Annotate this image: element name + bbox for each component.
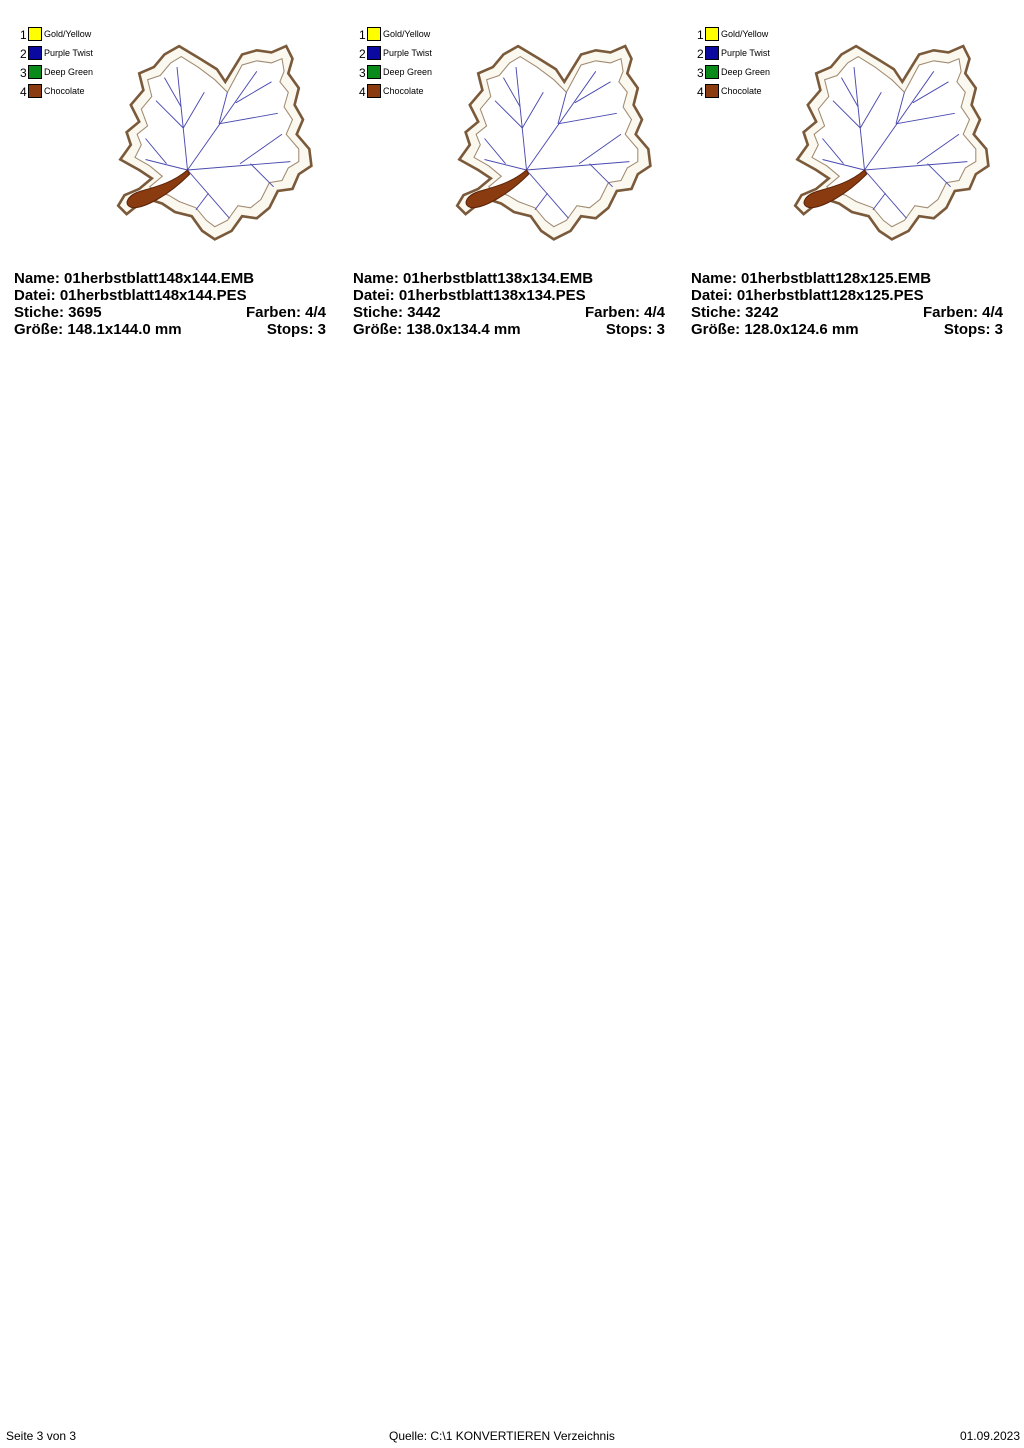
legend-label: Deep Green: [44, 67, 94, 77]
color-swatch: [367, 46, 381, 60]
size-row: [353, 321, 665, 338]
maple-leaf-embroidery-preview: [114, 44, 324, 254]
design-name: Name: 01herbstblatt128x125.EMB: [691, 270, 932, 287]
color-count: Farben: 4/4: [584, 304, 665, 321]
color-swatch: [705, 65, 719, 79]
legend-label: Purple Twist: [44, 48, 93, 58]
color-swatch: [28, 84, 42, 98]
name-row: [353, 270, 665, 287]
size-row: [691, 321, 1003, 338]
stitch-count: Stiche: 3695: [14, 304, 102, 321]
legend-label: Gold/Yellow: [383, 29, 431, 39]
legend-number: 4: [359, 85, 366, 99]
legend-item-3: [353, 64, 463, 80]
color-swatch: [705, 84, 719, 98]
legend-item-1: [691, 26, 801, 42]
legend-number: 1: [20, 28, 27, 42]
design-file: Datei: 01herbstblatt148x144.PES: [14, 287, 247, 304]
legend-item-4: [691, 83, 801, 99]
color-swatch: [28, 65, 42, 79]
design-size: Größe: 148.1x144.0 mm: [14, 321, 182, 338]
size-row: [14, 321, 326, 338]
print-date: 01.09.2023: [959, 1429, 1020, 1443]
legend-number: 1: [697, 28, 704, 42]
color-swatch: [28, 46, 42, 60]
legend-number: 2: [20, 47, 27, 61]
legend-label: Chocolate: [44, 86, 85, 96]
legend-item-3: [691, 64, 801, 80]
legend-item-1: [353, 26, 463, 42]
maple-leaf-embroidery-preview: [791, 44, 1001, 254]
stitch-count: Stiche: 3442: [353, 304, 441, 321]
design-block-2: [353, 26, 673, 346]
legend-item-1: [14, 26, 124, 42]
legend-number: 4: [697, 85, 704, 99]
maple-leaf-embroidery-preview: [453, 44, 663, 254]
design-file: Datei: 01herbstblatt138x134.PES: [353, 287, 586, 304]
stitch-count: Stiche: 3242: [691, 304, 779, 321]
legend-label: Gold/Yellow: [44, 29, 92, 39]
stitches-row: [691, 304, 1003, 321]
legend-number: 2: [697, 47, 704, 61]
design-block-3: [691, 26, 1011, 346]
legend-item-2: [691, 45, 801, 61]
legend-label: Purple Twist: [721, 48, 770, 58]
legend-number: 3: [20, 66, 27, 80]
legend-item-2: [14, 45, 124, 61]
color-swatch: [367, 65, 381, 79]
color-swatch: [705, 46, 719, 60]
file-row: [353, 287, 665, 304]
legend-number: 3: [697, 66, 704, 80]
color-swatch: [28, 27, 42, 41]
legend-number: 2: [359, 47, 366, 61]
legend-item-4: [353, 83, 463, 99]
color-count: Farben: 4/4: [245, 304, 326, 321]
design-info: [691, 270, 1003, 338]
legend-number: 4: [20, 85, 27, 99]
design-info: [14, 270, 326, 338]
legend-number: 1: [359, 28, 366, 42]
stitches-row: [14, 304, 326, 321]
color-swatch: [367, 27, 381, 41]
legend-number: 3: [359, 66, 366, 80]
legend-label: Deep Green: [383, 67, 433, 77]
design-file: Datei: 01herbstblatt128x125.PES: [691, 287, 924, 304]
stop-count: Stops: 3: [605, 321, 665, 338]
file-row: [691, 287, 1003, 304]
legend-label: Gold/Yellow: [721, 29, 769, 39]
legend-label: Chocolate: [383, 86, 424, 96]
design-size: Größe: 128.0x124.6 mm: [691, 321, 859, 338]
color-count: Farben: 4/4: [922, 304, 1003, 321]
design-name: Name: 01herbstblatt148x144.EMB: [14, 270, 255, 287]
name-row: [691, 270, 1003, 287]
legend-label: Chocolate: [721, 86, 762, 96]
stop-count: Stops: 3: [266, 321, 326, 338]
legend-label: Deep Green: [721, 67, 771, 77]
design-info: [353, 270, 665, 338]
source-path: Quelle: C:\1 KONVERTIEREN Verzeichnis: [389, 1429, 615, 1443]
legend-item-4: [14, 83, 124, 99]
legend-item-3: [14, 64, 124, 80]
color-swatch: [705, 27, 719, 41]
design-size: Größe: 138.0x134.4 mm: [353, 321, 521, 338]
stop-count: Stops: 3: [943, 321, 1003, 338]
stitches-row: [353, 304, 665, 321]
file-row: [14, 287, 326, 304]
page-number: Seite 3 von 3: [6, 1429, 77, 1443]
legend-item-2: [353, 45, 463, 61]
design-block-1: [14, 26, 334, 346]
name-row: [14, 270, 326, 287]
color-swatch: [367, 84, 381, 98]
legend-label: Purple Twist: [383, 48, 432, 58]
design-name: Name: 01herbstblatt138x134.EMB: [353, 270, 594, 287]
